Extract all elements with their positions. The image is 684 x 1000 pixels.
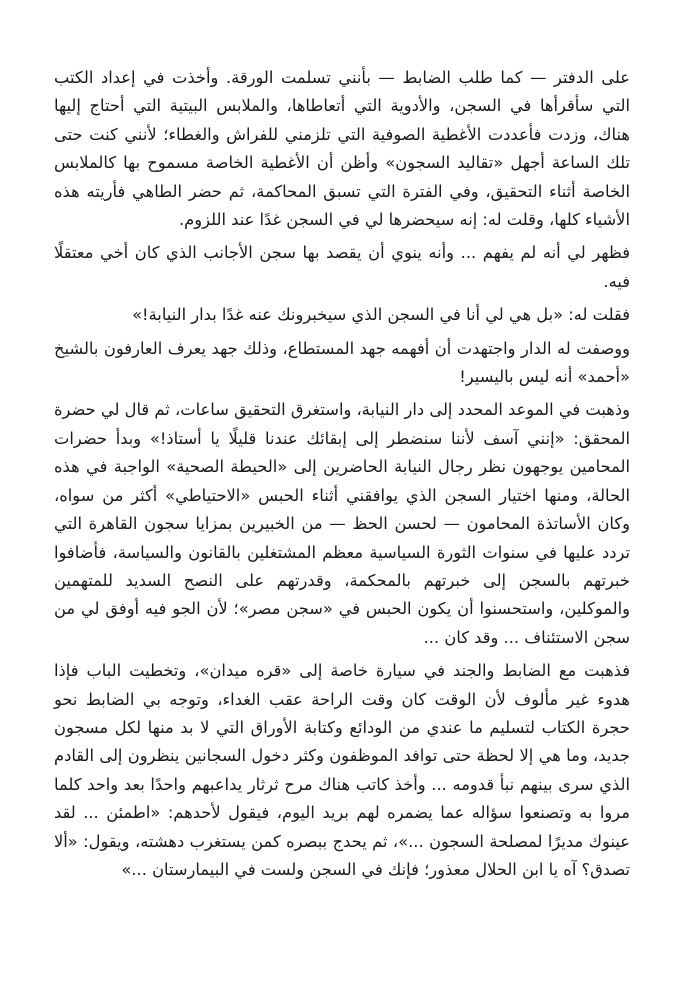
paragraph: فظهر لي أنه لم يفهم ... وأنه ينوي أن يقصد بها سجن الأجانب الذي كان أخي معتقلًا فيه. [54, 243, 630, 291]
paragraph: وذهبت في الموعد المحدد إلى دار النيابة، واستغرق التحقيق ساعات، ثم قال لي حضرة المحقق: «إنني آسف لأننا سنضطر إلى إبقائك عندنا قليلًا يا أستاذ!» وبدأ حضرات المحامين يوجهون نظر رجال النيابة الحاضرين إلى «الحيطة الصحية» الواجبة في هذه الحالة، ومنها اختيار السجن الذي يوافقني أثناء الحبس «الاحتياطي» أكثر من سواه، وكان الأساتذة المحامون — لحسن الحظ — من الخبيرين بمزايا سجون القاهرة التي تردد عليها في سنوات الثورة السياسية معظم المشتغلين بالقانون والسياسة، فأضافوا خبرتهم بالسجن إلى خبرتهم بالمحكمة، وقدرتهم على النصح السديد للمتهمين والموكلين، واستحسنوا أن يكون الحبس في «سجن مصر»؛ لأن الجو فيه أوفق لي من سجن الاستئناف ... وقد كان ... [54, 400, 630, 647]
paragraph: ووصفت له الدار واجتهدت أن أفهمه جهد المستطاع، وذلك جهد يعرف العارفون بالشيخ «أحمد» أنه ليس باليسير! [54, 338, 630, 387]
paragraph: فذهبت مع الضابط والجند في سيارة خاصة إلى «قره ميدان»، وتخطيت الباب فإذا هدوء غير مألوف لأن الوقت كان وقت الراحة عقب الغداء، وتوجه بي الضابط نحو حجرة الكتاب لتسليم ما عندي من الودائع وكتابة الأوراق التي لا بد منها لكل مسجون جديد، وما هي إلا لحظة حتى توافد الموظفون وكثر دخول السجانين ينظرون إلى القادم الذي سرى بينهم نبأ قدومه ... وأخذ كاتب هناك مرح ثرثار يداعبهم واحدًا بعد واحد كلما مروا به وتصنعوا سؤاله عما يضمره لهم بريد اليوم، فيقول لأحدهم: «اطمئن ... لقد عينوك مديرًا لمصلحة السجون ...»، ثم يحدج ببصره كمن يستغرب دهشته، ويقول: «ألا تصدق؟ آه يا ابن الحلال معذور؛ فإنك في السجن ولست في البيمارستان ...» [54, 661, 630, 879]
document-page [54, 64, 630, 889]
paragraph: فقلت له: «بل هي لي أنا في السجن الذي سيخبرونك عنه غدًا بدار النيابة!» [132, 305, 630, 325]
paragraph: على الدفتر — كما طلب الضابط — بأنني تسلمت الورقة. وأخذت في إعداد الكتب التي سأقرأها في السجن، والأدوية التي أتعاطاها، والملابس البيتية التي أحتاج إليها هناك، وزدت فأعددت الأغطية الصوفية التي تلزمني للفراش والغطاء؛ لأنني كنت حتى تلك الساعة أجهل «تقاليد السجون» وأظن أن الأغطية الخاصة مسموح بها كالملابس الخاصة أثناء التحقيق، وفي الفترة التي تسبق المحاكمة، ثم حضر الطاهي فأريته هذه الأشياء كلها، وقلت له: إنه سيحضرها لي في السجن غدًا عند اللزوم. [54, 68, 630, 230]
